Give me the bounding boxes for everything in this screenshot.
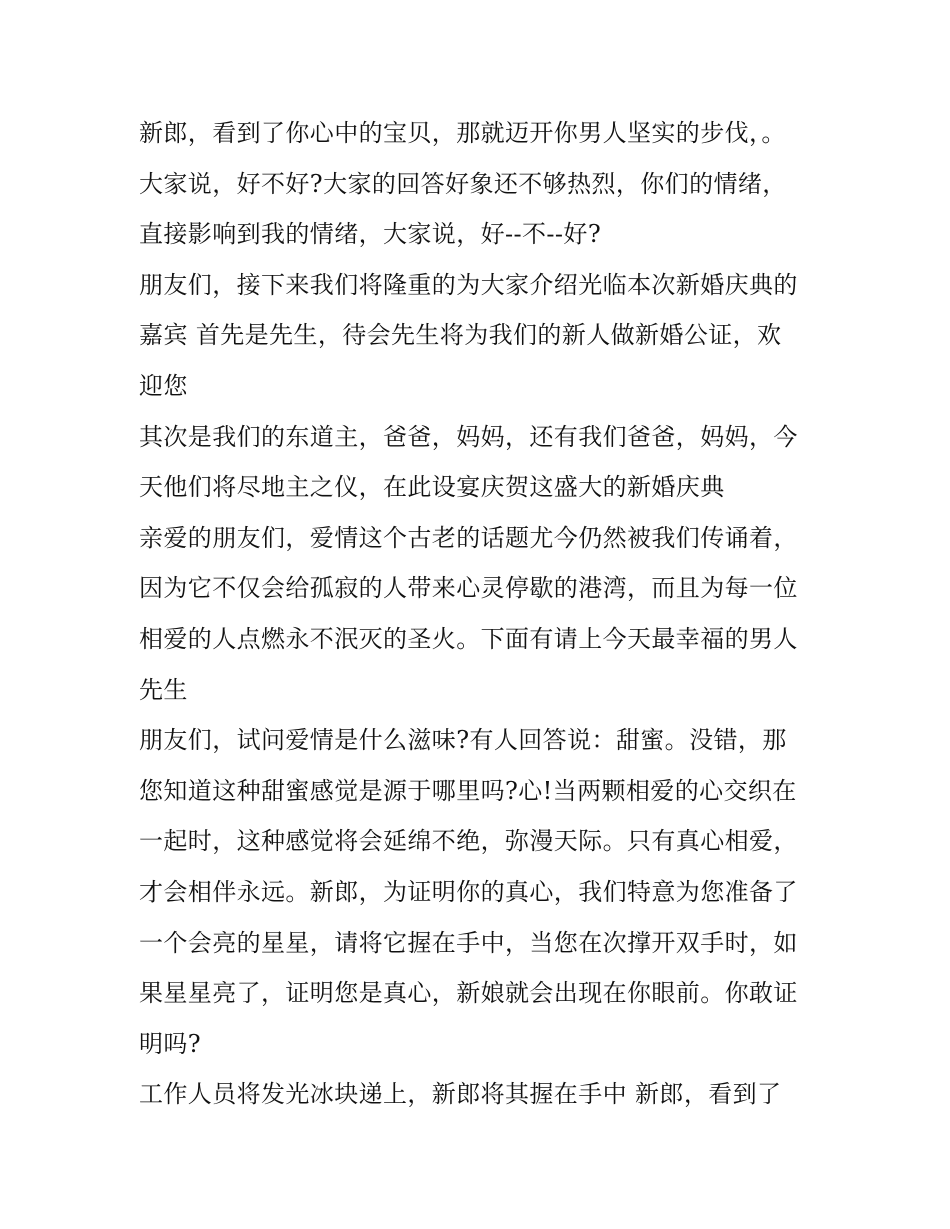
text-line: 明吗? [139, 1029, 202, 1058]
text-line: 直接影响到我的情绪，大家说，好--不--好? [139, 220, 602, 249]
text-line: 相爱的人点燃永不泯灭的圣火。下面有请上今天最幸福的男人 [139, 624, 798, 653]
text-line: 其次是我们的东道主，爸爸，妈妈，还有我们爸爸，妈妈，今 [139, 422, 798, 451]
text-line: 一个会亮的星星，请将它握在手中，当您在次撑开双手时，如 [139, 928, 798, 957]
text-line: 先生 [139, 675, 188, 704]
text-line: 迎您 [139, 371, 188, 400]
text-line: 一起时，这种感觉将会延绵不绝，弥漫天际。只有真心相爱， [139, 827, 798, 856]
text-line: 朋友们，接下来我们将隆重的为大家介绍光临本次新婚庆典的 [139, 270, 798, 299]
text-line: 工作人员将发光冰块递上，新郎将其握在手中 新郎，看到了 [139, 1080, 782, 1109]
text-line: 亲爱的朋友们，爱情这个古老的话题尤今仍然被我们传诵着， [139, 523, 798, 552]
text-line: 朋友们，试问爱情是什么滋味?有人回答说：甜蜜。没错，那 [139, 726, 787, 755]
text-line: 才会相伴永远。新郎，为证明你的真心，我们特意为您准备了 [139, 877, 798, 906]
text-line: 天他们将尽地主之仪，在此设宴庆贺这盛大的新婚庆典 [139, 473, 725, 502]
text-line: 嘉宾 首先是先生，待会先生将为我们的新人做新婚公证，欢 [139, 321, 782, 350]
text-line: 大家说，好不好?大家的回答好象还不够热烈，你们的情绪， [139, 169, 787, 198]
body-text [139, 108, 829, 1120]
text-line: 果星星亮了，证明您是真心，新娘就会出现在你眼前。你敢证 [139, 979, 798, 1008]
text-line: 因为它不仅会给孤寂的人带来心灵停歇的港湾，而且为每一位 [139, 574, 798, 603]
text-line: 新郎，看到了你心中的宝贝，那就迈开你男人坚实的步伐，。 [139, 119, 786, 147]
text-line: 您知道这种甜蜜感觉是源于哪里吗?心!当两颗相爱的心交织在 [139, 776, 797, 805]
